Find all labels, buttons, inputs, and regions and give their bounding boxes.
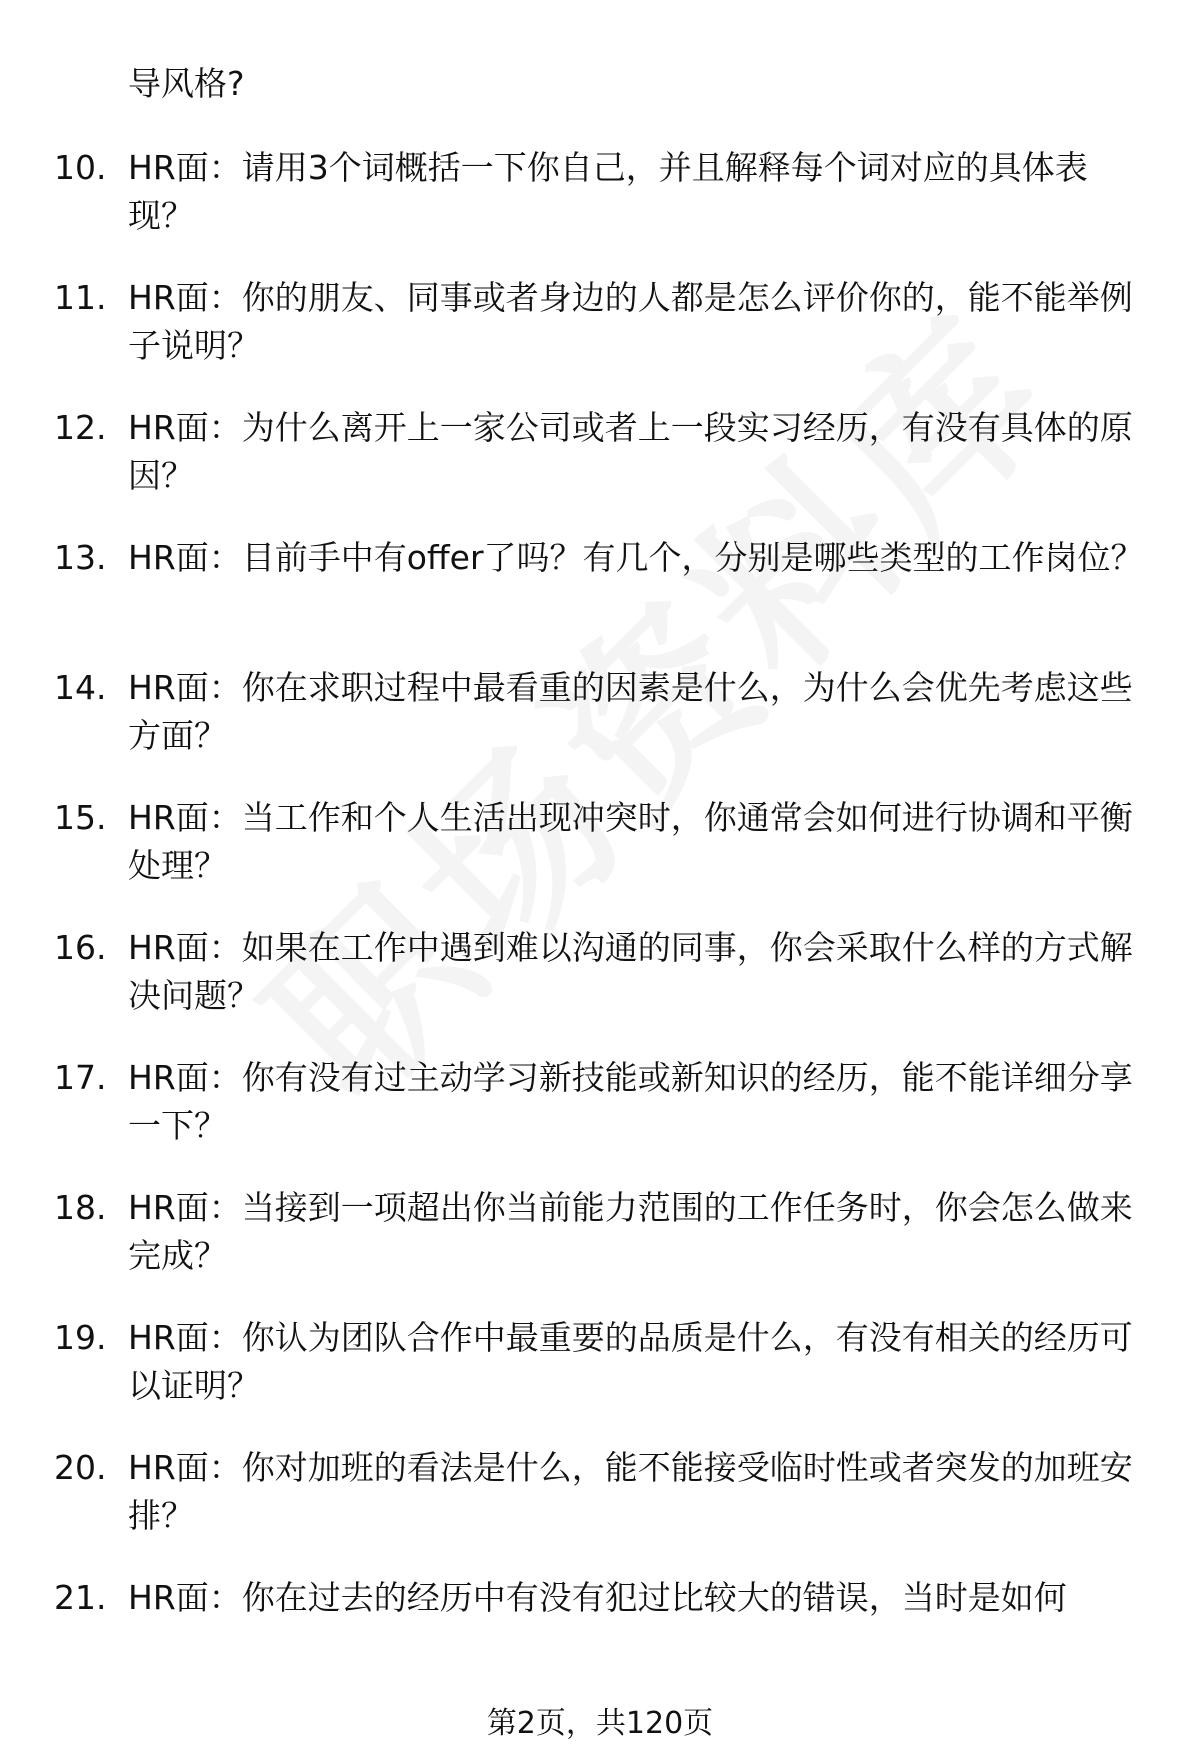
item-number: 18.	[54, 1188, 107, 1227]
item-text: HR面：你的朋友、同事或者身边的人都是怎么评价你的，能不能举例子说明？	[128, 278, 1133, 365]
item-text: HR面：你有没有过主动学习新技能或新知识的经历，能不能详细分享一下？	[128, 1058, 1133, 1145]
item-text: HR面：当工作和个人生活出现冲突时，你通常会如何进行协调和平衡处理？	[128, 798, 1133, 885]
item-number: 17.	[54, 1058, 107, 1097]
item-text: HR面：如果在工作中遇到难以沟通的同事，你会采取什么样的方式解决问题？	[128, 928, 1133, 1015]
item-number: 16.	[54, 928, 107, 967]
item-number: 20.	[54, 1448, 107, 1487]
item-number: 11.	[54, 278, 107, 317]
item-number: 12.	[54, 408, 107, 447]
continuation-text: 导风格?	[128, 64, 245, 103]
item-text: HR面：当接到一项超出你当前能力范围的工作任务时，你会怎么做来完成？	[128, 1188, 1133, 1275]
item-text: HR面：你在求职过程中最看重的因素是什么，为什么会优先考虑这些方面？	[128, 668, 1133, 755]
item-number: 13.	[54, 538, 107, 577]
item-number: 15.	[54, 798, 107, 837]
item-number: 14.	[54, 668, 107, 707]
item-text: HR面：为什么离开上一家公司或者上一段实习经历，有没有具体的原因？	[128, 408, 1133, 495]
item-text: HR面：你对加班的看法是什么，能不能接受临时性或者突发的加班安排？	[128, 1448, 1133, 1535]
item-text: HR面：你在过去的经历中有没有犯过比较大的错误，当时是如何	[128, 1578, 1067, 1617]
item-number: 21.	[54, 1578, 107, 1617]
item-text: HR面：你认为团队合作中最重要的品质是什么，有没有相关的经历可以证明？	[128, 1318, 1133, 1405]
item-text: HR面：请用3个词概括一下你自己，并且解释每个词对应的具体表现？	[128, 148, 1088, 235]
item-text: HR面：目前手中有offer了吗？有几个，分别是哪些类型的工作岗位？	[128, 538, 1144, 577]
page-footer: 第2页，共120页	[486, 1706, 714, 1741]
item-number: 19.	[54, 1318, 107, 1357]
item-number: 10.	[54, 148, 107, 187]
